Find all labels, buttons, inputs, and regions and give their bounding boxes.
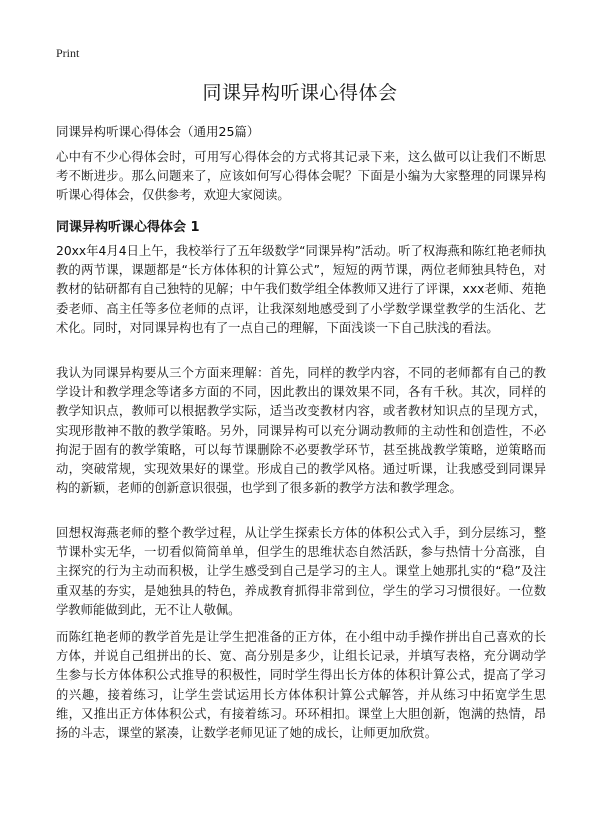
document-subtitle: 同课异构听课心得体会（通用25篇）	[56, 124, 260, 139]
section-heading: 同课异构听课心得体会 1	[56, 220, 200, 235]
body-paragraph-1: 20xx年4月4日上午，我校举行了五年级数学“同课异构”活动。听了权海燕和陈红艳老师执教的两节课，课题都是“长方体体积的计算公式”，短短的两节课，两位老师独具特色，对教材的钻研都有自己独特的见解；中午我们数学组全体教师又进行了评课，xxx老师、苑艳委老师、高主任等多位老师的点评，让我深刻地感受到了小学数学课堂教学的生活化、艺术化。同时，对同课异构也有了一点自己的理解，下面浅谈一下自己肤浅的看法。	[56, 244, 546, 335]
body-paragraph-2: 我认为同课异构要从三个方面来理解：首先，同样的教学内容，不同的老师都有自己的教学设计和教学理念等诸多方面的不同，因此教出的课效果不同，各有千秋。其次，同样的教学知识点，教师可以根据教学实际，适当改变教材内容，或者教材知识点的呈现方式，实现形散神不散的教学策略。另外，同课异构可以充分调动教师的主动性和创造性，不必拘泥于固有的教学策略，可以每节课删除不必要教学环节，甚至挑战教学策略，逆策略而动，突破常规，实现效果好的课堂。形成自己的教学风格。通过听课，让我感受到同课异构的新颖，老师的创新意识很强，也学到了很多新的教学方法和教学理念。	[56, 366, 546, 496]
page-title: 同课异构听课心得体会	[202, 82, 398, 104]
body-paragraph-4: 而陈红艳老师的教学首先是让学生把准备的正方体，在小组中动手操作拼出自己喜欢的长方体，并说自己组拼出的长、宽、高分别是多少，让组长记录，并填写表格，充分调动学生参与长方体体积公式推导的积极性，同时学生得出长方体的体积计算公式，提高了学习的兴趣，接着练习，让学生尝试运用长方体体积计算公式解答，并从练习中拓宽学生思维，又推出正方体体积公式，有接着练习。环环相扣。课堂上大胆创新，饱满的热情，昂扬的斗志，课堂的紧凑，让数学老师见证了她的成长，让师更加欣赏。	[56, 630, 546, 741]
body-paragraph-3: 回想权海燕老师的整个教学过程，从让学生探索长方体的体积公式入手，到分层练习，整节课朴实无华，一切看似简简单单，但学生的思维状态自然活跃，参与热情十分高涨，自主探究的行为主动而积极，让学生感受到自己是学习的主人。课堂上她那扎实的“稳”及注重双基的夯实，是她独具的特色，养成教育抓得非常到位，学生的学习习惯很好。一位数学教师能做到此，无不让人敬佩。	[56, 526, 546, 617]
print-link[interactable]: Print	[56, 46, 80, 60]
intro-paragraph: 心中有不少心得体会时，可用写心得体会的方式将其记录下来，这么做可以让我们不断思考不断进步。那么问题来了，应该如何写心得体会呢？下面是小编为大家整理的同课异构听课心得体会，仅供参考，欢迎大家阅读。	[56, 150, 546, 203]
